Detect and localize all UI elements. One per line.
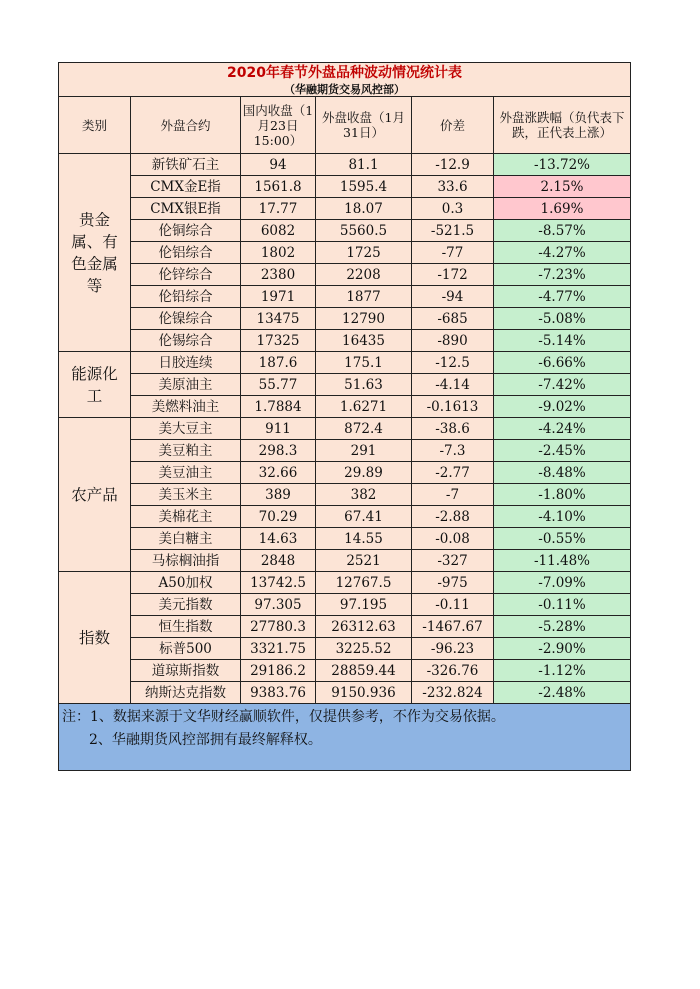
diff-cell: -521.5 bbox=[412, 220, 494, 242]
domestic-close-cell: 55.77 bbox=[241, 374, 316, 396]
contract-cell: 美豆油主 bbox=[131, 462, 241, 484]
header-category: 类别 bbox=[59, 97, 131, 154]
domestic-close-cell: 389 bbox=[241, 484, 316, 506]
table-row bbox=[59, 286, 631, 308]
domestic-close-cell: 13475 bbox=[241, 308, 316, 330]
table-row bbox=[59, 352, 631, 374]
contract-cell: CMX金E指 bbox=[131, 176, 241, 198]
table-row bbox=[59, 242, 631, 264]
diff-cell: -685 bbox=[412, 308, 494, 330]
header-contract: 外盘合约 bbox=[131, 97, 241, 154]
foreign-close-cell: 12790 bbox=[316, 308, 412, 330]
table-row bbox=[59, 220, 631, 242]
change-cell: -8.57% bbox=[494, 220, 631, 242]
change-cell: -2.45% bbox=[494, 440, 631, 462]
diff-cell: -172 bbox=[412, 264, 494, 286]
foreign-close-cell: 175.1 bbox=[316, 352, 412, 374]
domestic-close-cell: 3321.75 bbox=[241, 638, 316, 660]
table-row bbox=[59, 528, 631, 550]
foreign-close-cell: 2521 bbox=[316, 550, 412, 572]
diff-cell: -7 bbox=[412, 484, 494, 506]
foreign-close-cell: 18.07 bbox=[316, 198, 412, 220]
change-cell: -4.27% bbox=[494, 242, 631, 264]
table-row bbox=[59, 308, 631, 330]
change-cell: -6.66% bbox=[494, 352, 631, 374]
change-cell: -5.14% bbox=[494, 330, 631, 352]
category-cell: 贵金属、有色金属等 bbox=[59, 154, 131, 352]
diff-cell: -12.9 bbox=[412, 154, 494, 176]
domestic-close-cell: 1561.8 bbox=[241, 176, 316, 198]
domestic-close-cell: 1971 bbox=[241, 286, 316, 308]
contract-cell: 伦铝综合 bbox=[131, 242, 241, 264]
foreign-close-cell: 14.55 bbox=[316, 528, 412, 550]
table-row bbox=[59, 594, 631, 616]
foreign-close-cell: 16435 bbox=[316, 330, 412, 352]
change-cell: -8.48% bbox=[494, 462, 631, 484]
foreign-close-cell: 3225.52 bbox=[316, 638, 412, 660]
domestic-close-cell: 911 bbox=[241, 418, 316, 440]
table-row bbox=[59, 264, 631, 286]
change-cell: -5.28% bbox=[494, 616, 631, 638]
change-cell: -11.48% bbox=[494, 550, 631, 572]
domestic-close-cell: 17325 bbox=[241, 330, 316, 352]
foreign-close-cell: 1877 bbox=[316, 286, 412, 308]
domestic-close-cell: 94 bbox=[241, 154, 316, 176]
change-cell: -7.23% bbox=[494, 264, 631, 286]
domestic-close-cell: 187.6 bbox=[241, 352, 316, 374]
diff-cell: -4.14 bbox=[412, 374, 494, 396]
foreign-close-cell: 1595.4 bbox=[316, 176, 412, 198]
change-cell: -9.02% bbox=[494, 396, 631, 418]
contract-cell: 伦铅综合 bbox=[131, 286, 241, 308]
diff-cell: 0.3 bbox=[412, 198, 494, 220]
domestic-close-cell: 14.63 bbox=[241, 528, 316, 550]
contract-cell: 纳斯达克指数 bbox=[131, 682, 241, 704]
domestic-close-cell: 9383.76 bbox=[241, 682, 316, 704]
table-row bbox=[59, 550, 631, 572]
diff-cell: -232.824 bbox=[412, 682, 494, 704]
foreign-close-cell: 29.89 bbox=[316, 462, 412, 484]
diff-cell: -2.77 bbox=[412, 462, 494, 484]
foreign-close-cell: 12767.5 bbox=[316, 572, 412, 594]
domestic-close-cell: 2848 bbox=[241, 550, 316, 572]
contract-cell: 马棕榈油指 bbox=[131, 550, 241, 572]
foreign-close-cell: 1.6271 bbox=[316, 396, 412, 418]
table-row bbox=[59, 462, 631, 484]
diff-cell: -12.5 bbox=[412, 352, 494, 374]
change-cell: -0.11% bbox=[494, 594, 631, 616]
domestic-close-cell: 17.77 bbox=[241, 198, 316, 220]
domestic-close-cell: 70.29 bbox=[241, 506, 316, 528]
foreign-close-cell: 382 bbox=[316, 484, 412, 506]
table-row bbox=[59, 616, 631, 638]
contract-cell: 美豆粕主 bbox=[131, 440, 241, 462]
change-cell: -13.72% bbox=[494, 154, 631, 176]
domestic-close-cell: 27780.3 bbox=[241, 616, 316, 638]
contract-cell: 美元指数 bbox=[131, 594, 241, 616]
diff-cell: 33.6 bbox=[412, 176, 494, 198]
contract-cell: 伦铜综合 bbox=[131, 220, 241, 242]
contract-cell: 美原油主 bbox=[131, 374, 241, 396]
change-cell: -1.12% bbox=[494, 660, 631, 682]
domestic-close-cell: 2380 bbox=[241, 264, 316, 286]
domestic-close-cell: 29186.2 bbox=[241, 660, 316, 682]
diff-cell: -38.6 bbox=[412, 418, 494, 440]
domestic-close-cell: 1802 bbox=[241, 242, 316, 264]
contract-cell: 伦镍综合 bbox=[131, 308, 241, 330]
table-row bbox=[59, 396, 631, 418]
diff-cell: -0.11 bbox=[412, 594, 494, 616]
change-cell: -4.77% bbox=[494, 286, 631, 308]
table-row bbox=[59, 484, 631, 506]
category-cell: 农产品 bbox=[59, 418, 131, 572]
table-row bbox=[59, 638, 631, 660]
foreign-close-cell: 26312.63 bbox=[316, 616, 412, 638]
foreign-close-cell: 28859.44 bbox=[316, 660, 412, 682]
foreign-close-cell: 81.1 bbox=[316, 154, 412, 176]
footnote-line-2: 2、华融期货风控部拥有最终解释权。 bbox=[89, 732, 322, 748]
header-foreign-close: 外盘收盘（1月31日） bbox=[316, 97, 412, 154]
domestic-close-cell: 6082 bbox=[241, 220, 316, 242]
diff-cell: -96.23 bbox=[412, 638, 494, 660]
change-cell: 2.15% bbox=[494, 176, 631, 198]
foreign-close-cell: 1725 bbox=[316, 242, 412, 264]
table-row bbox=[59, 660, 631, 682]
contract-cell: 美玉米主 bbox=[131, 484, 241, 506]
diff-cell: -890 bbox=[412, 330, 494, 352]
contract-cell: 日胶连续 bbox=[131, 352, 241, 374]
table-row bbox=[59, 330, 631, 352]
statistics-table bbox=[58, 62, 631, 771]
table-row bbox=[59, 176, 631, 198]
diff-cell: -327 bbox=[412, 550, 494, 572]
change-cell: -4.10% bbox=[494, 506, 631, 528]
change-cell: -0.55% bbox=[494, 528, 631, 550]
table-row bbox=[59, 440, 631, 462]
contract-cell: 道琼斯指数 bbox=[131, 660, 241, 682]
foreign-close-cell: 291 bbox=[316, 440, 412, 462]
contract-cell: 新铁矿石主 bbox=[131, 154, 241, 176]
contract-cell: 伦锡综合 bbox=[131, 330, 241, 352]
domestic-close-cell: 32.66 bbox=[241, 462, 316, 484]
domestic-close-cell: 298.3 bbox=[241, 440, 316, 462]
table-row bbox=[59, 682, 631, 704]
contract-cell: 美燃料油主 bbox=[131, 396, 241, 418]
table-title: 2020年春节外盘品种波动情况统计表 bbox=[59, 63, 631, 84]
change-cell: -2.48% bbox=[494, 682, 631, 704]
foreign-close-cell: 51.63 bbox=[316, 374, 412, 396]
category-cell: 指数 bbox=[59, 572, 131, 704]
table-row bbox=[59, 506, 631, 528]
contract-cell: 恒生指数 bbox=[131, 616, 241, 638]
contract-cell: 标普500 bbox=[131, 638, 241, 660]
change-cell: -5.08% bbox=[494, 308, 631, 330]
table-subtitle: （华融期货交易风控部） bbox=[59, 83, 631, 97]
table-row bbox=[59, 418, 631, 440]
diff-cell: -0.08 bbox=[412, 528, 494, 550]
diff-cell: -975 bbox=[412, 572, 494, 594]
foreign-close-cell: 2208 bbox=[316, 264, 412, 286]
foreign-close-cell: 9150.936 bbox=[316, 682, 412, 704]
domestic-close-cell: 1.7884 bbox=[241, 396, 316, 418]
foreign-close-cell: 97.195 bbox=[316, 594, 412, 616]
footnote bbox=[59, 704, 631, 771]
change-cell: -4.24% bbox=[494, 418, 631, 440]
table-row bbox=[59, 154, 631, 176]
diff-cell: -1467.67 bbox=[412, 616, 494, 638]
change-cell: 1.69% bbox=[494, 198, 631, 220]
foreign-close-cell: 67.41 bbox=[316, 506, 412, 528]
contract-cell: 美白糖主 bbox=[131, 528, 241, 550]
table-row bbox=[59, 374, 631, 396]
contract-cell: CMX银E指 bbox=[131, 198, 241, 220]
header-domestic-close: 国内收盘（1月23日15:00） bbox=[241, 97, 316, 154]
foreign-close-cell: 5560.5 bbox=[316, 220, 412, 242]
diff-cell: -326.76 bbox=[412, 660, 494, 682]
diff-cell: -94 bbox=[412, 286, 494, 308]
footnote-line-1: 注：1、数据来源于文华财经赢顺软件，仅提供参考，不作为交易依据。 bbox=[62, 709, 505, 725]
header-change: 外盘涨跌幅（负代表下跌，正代表上涨） bbox=[494, 97, 631, 154]
table-row bbox=[59, 572, 631, 594]
change-cell: -7.42% bbox=[494, 374, 631, 396]
diff-cell: -0.1613 bbox=[412, 396, 494, 418]
change-cell: -1.80% bbox=[494, 484, 631, 506]
change-cell: -7.09% bbox=[494, 572, 631, 594]
domestic-close-cell: 97.305 bbox=[241, 594, 316, 616]
domestic-close-cell: 13742.5 bbox=[241, 572, 316, 594]
contract-cell: 伦锌综合 bbox=[131, 264, 241, 286]
header-row bbox=[59, 97, 631, 154]
change-cell: -2.90% bbox=[494, 638, 631, 660]
header-diff: 价差 bbox=[412, 97, 494, 154]
contract-cell: A50加权 bbox=[131, 572, 241, 594]
diff-cell: -7.3 bbox=[412, 440, 494, 462]
diff-cell: -2.88 bbox=[412, 506, 494, 528]
diff-cell: -77 bbox=[412, 242, 494, 264]
category-cell: 能源化工 bbox=[59, 352, 131, 418]
foreign-close-cell: 872.4 bbox=[316, 418, 412, 440]
contract-cell: 美大豆主 bbox=[131, 418, 241, 440]
table-row bbox=[59, 198, 631, 220]
contract-cell: 美棉花主 bbox=[131, 506, 241, 528]
